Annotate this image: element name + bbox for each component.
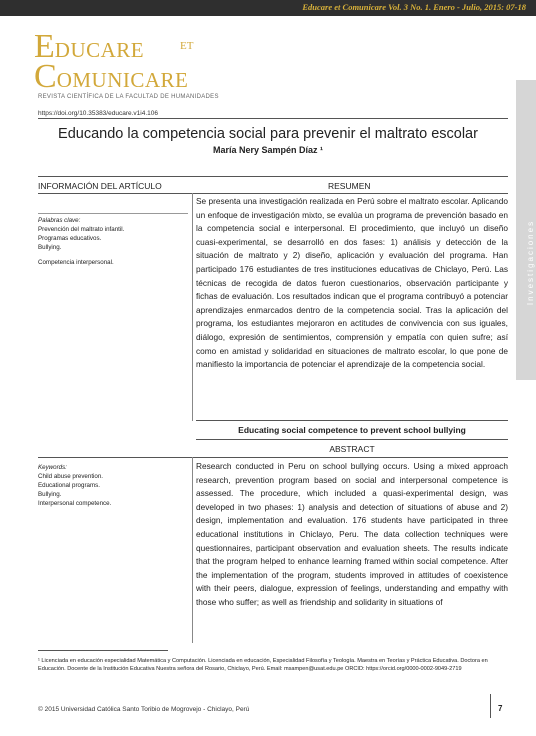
article-title: Educando la competencia social para prevenir el maltrato escolar	[58, 126, 478, 142]
logo-line-2	[34, 60, 188, 94]
page-number-divider	[490, 694, 491, 718]
keyword: Educational programs.	[38, 482, 100, 489]
abstract-text: Research conducted in Peru on school bullying occurs. Using a mixed approach research, prevention program based on social and interpersonal competence is assessed. The procedure, which included a quasi-experimental design, was developed in two phases: 1) analysis and detection of situations of abuse and 2) design, implementation and evaluation. 176 students have participated in three educational institutions in Chiclayo, Peru. The data collection techniques were questionnaires, participant observation and evaluation sheets. The results indicate that the program helped to enhance learning framed within social competence. After the implementation of the program, students improved in attitudes of coexistence with their peers, dialogue, expression of feelings, understanding and empathy with those who suffer; as well as friendship and solidarity in situations of	[196, 461, 508, 607]
header-rule	[38, 118, 508, 119]
logo-cap-c: C	[34, 58, 57, 95]
running-header-bar	[0, 0, 536, 16]
column-divider-top	[192, 193, 193, 421]
keyword: Prevención del maltrato infantil.	[38, 226, 125, 233]
doi-link[interactable]: https://doi.org/10.35383/educare.v1i4.106	[38, 110, 158, 117]
keyword: Child abuse prevention.	[38, 473, 104, 480]
keyword: Bullying.	[38, 244, 62, 251]
abstract-bottom-rule	[38, 457, 508, 458]
english-keywords	[38, 463, 188, 508]
english-title-rule	[196, 420, 508, 421]
footnote-rule	[38, 650, 168, 651]
journal-subtitle: REVISTA CIENTÍFICA DE LA FACULTAD DE HUMANIDADES	[38, 94, 219, 100]
page-number: 7	[498, 704, 503, 713]
info-header: INFORMACIÓN DEL ARTÍCULO	[38, 181, 162, 191]
logo-word-ducare: DUCARE	[54, 38, 145, 62]
article-author: María Nery Sampén Díaz ¹	[212, 145, 324, 155]
copyright: © 2015 Universidad Católica Santo Toribio de Mogrovejo - Chiclayo, Perú	[38, 706, 250, 713]
keywords-label: Palabras clave:	[38, 217, 81, 224]
keyword: Bullying.	[38, 491, 62, 498]
abstract-header: ABSTRACT	[329, 444, 375, 454]
running-head: Educare et Comunicare Vol. 3 No. 1. Enero - Julio, 2015: 07-18	[302, 2, 526, 12]
resumen-text: Se presenta una investigación realizada en Perú sobre el maltrato escolar. Aplicando un enfoque de investigación mixto, se evalúa un programa de prevención basado en la competencia social e interpersonal. El procedimiento, que incluyó un diseño cuasi-experimental, se desarrolló en dos fases: 1) análisis y detección de la situación de maltrato y 2) diseño, aplicación y evaluación del programa. Han participado 176 estudiantes de tres instituciones educativas de Chiclayo, Perú. Las técnicas de recogida de datos fueron cuestionarios, observación participante y fichas de evaluación. Los resultados indican que el programa contribuyó a potenciar aprendizajes enmarcados dentro de la competencia social. Tras la aplicación del programa, los estudiantes mejoraron en actitudes de convivencia con sus iguales, diálogo, expresión de sentimientos, comprensión y empatía con quien sufre; así como en amistad y solidaridad en situaciones de maltrato escolar, lo que pone de manifiesto la importancia de potenciar el aprendizaje de la competencia social.	[196, 196, 508, 370]
footnote: ¹ Licenciada en educación especialidad Matemática y Computación. Licenciada en educación, Especialidad Filosofía y Teología. Maestra en Teorías y Práctica Educativa. Doctora en Educación. Docente de la Institución Educativa Nuestra señora del Rosario, Chiclayo, Perú. Email: msampen@usat.edu.pe ORCID: https://orcid.org/0000-0002-9049-2719	[38, 658, 488, 673]
column-divider-bottom	[192, 457, 193, 643]
keywords-label: Keywords:	[38, 464, 67, 471]
side-tab-label: Investigaciones	[526, 219, 536, 306]
english-title: Educating social competence to prevent school bullying	[238, 425, 466, 435]
spanish-keywords	[38, 216, 188, 267]
keyword: Competencia interpersonal.	[38, 259, 114, 266]
logo-et: ET	[180, 40, 194, 52]
info-top-rule	[38, 176, 508, 177]
keywords-rule	[38, 213, 188, 214]
info-bottom-rule	[38, 193, 508, 194]
resumen-header: RESUMEN	[328, 181, 371, 191]
section-side-tab	[516, 80, 536, 380]
logo-cap-e: E	[34, 28, 55, 65]
keyword: Interpersonal competence.	[38, 500, 112, 507]
abstract-top-rule	[196, 439, 508, 440]
logo-word-omunicare: OMUNICARE	[56, 68, 189, 92]
keyword: Programas educativos.	[38, 235, 102, 242]
